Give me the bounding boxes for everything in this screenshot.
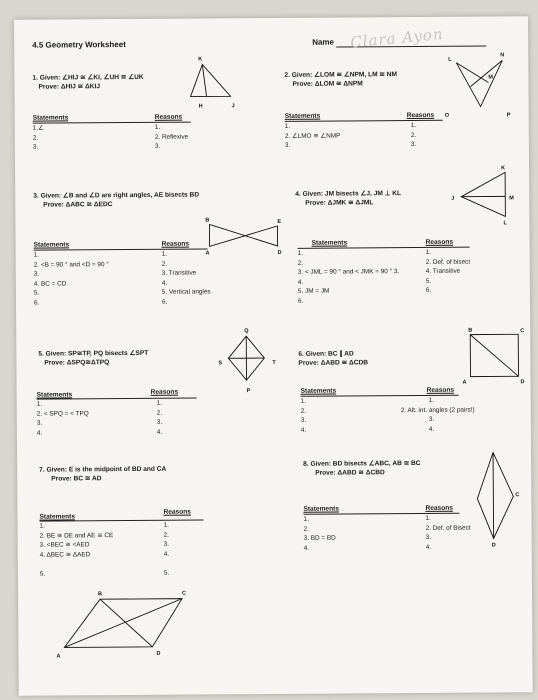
p7-reasons-header: Reasons: [163, 508, 191, 516]
p3-statement: 6.: [33, 299, 40, 307]
p7-statement: 3. <BEC ≅ <AED: [39, 541, 90, 549]
p8-label-c: C: [515, 492, 520, 499]
p3-statements-header: Statements: [33, 241, 70, 249]
p3-given: 3. Given: ∠B and ∠D are right angles, AE bisects BD Prove: ΔABC ≅ ΔEDC: [33, 191, 200, 209]
p3-label-e: E: [277, 218, 282, 225]
p6-reason: 4.: [428, 425, 435, 433]
p4-label-k: K: [501, 165, 506, 172]
p2-statements-list: [285, 122, 341, 151]
p1-statements-list: [33, 124, 44, 153]
p1-statement: 2.: [32, 134, 39, 142]
p5-statement: 2. < SPQ = < TPQ: [36, 409, 89, 418]
p6-statement: 2.: [300, 407, 307, 415]
p1-statement: 3.: [32, 143, 39, 151]
p6-label-d: D: [520, 379, 525, 386]
p3-reasons-list: [162, 249, 211, 307]
p4-label-j: J: [451, 195, 455, 202]
p8-statement: 2.: [303, 525, 309, 533]
p7-reasons-list: [164, 521, 170, 579]
p1-segment-kj: [202, 64, 206, 96]
p5-reasons-header: Reasons: [150, 388, 179, 396]
p3-reason: 6.: [161, 298, 168, 306]
p6-label-c: C: [520, 328, 525, 335]
p2-segment-lm: [456, 62, 488, 82]
p1-reason: 1.: [154, 123, 161, 131]
p6-statement: 4.: [300, 426, 307, 434]
p2-label-n: N: [500, 52, 505, 59]
p6-reasons-list: [401, 396, 475, 435]
p8-statements-list: [303, 515, 335, 554]
p2-statements-header: Statements: [284, 112, 321, 120]
p4-statement: 2.: [297, 259, 304, 267]
p4-triangle: [461, 172, 505, 216]
p4-reason: 4. Transitive: [425, 267, 461, 276]
p8-reason: 3.: [425, 534, 431, 542]
p8-statement: 1.: [303, 515, 309, 523]
p4-label-m: M: [509, 195, 514, 202]
p5-reason: 1.: [156, 399, 163, 407]
p7-reason: 5.: [163, 570, 170, 578]
p3-figure: [205, 216, 285, 257]
p6-label-b: B: [468, 327, 473, 334]
p7-reason: 4.: [163, 550, 170, 558]
p3-reason: 2.: [161, 260, 168, 268]
p7-figure: [54, 588, 204, 661]
p8-kite: [477, 452, 514, 538]
p7-label-c: C: [181, 590, 187, 597]
p3-reasons-header: Reasons: [161, 240, 190, 248]
p4-statement: 1.: [297, 249, 304, 257]
worksheet-title: 4.5 Geometry Worksheet: [32, 40, 126, 50]
p6-reason: 3.: [428, 416, 435, 424]
p6-statement: 1.: [300, 397, 307, 405]
p7-reason: 3.: [163, 540, 170, 548]
p2-label-l: L: [448, 56, 452, 63]
p5-reason: 3.: [156, 418, 163, 426]
name-label: Name: [312, 37, 334, 47]
p1-triangle: [190, 64, 230, 96]
p8-reason: 4.: [425, 543, 432, 551]
p8-figure: [473, 446, 528, 549]
p8-label-d: D: [491, 542, 496, 549]
p5-label-q: Q: [244, 328, 249, 335]
p7-statements-header: Statements: [39, 513, 76, 521]
p7-statement: 1.: [39, 522, 45, 530]
p7-statement: 4. ΔBEC ≅ ΔAED: [39, 551, 91, 559]
p8-statement: 3. BD = BD: [303, 534, 336, 542]
p3-statement: 2. <B = 90 ° and <D = 90 °: [33, 260, 109, 269]
p2-reason: 2.: [410, 131, 417, 139]
p3-reason: 5. Vertical angles: [161, 288, 211, 297]
p8-statements-header: Statements: [303, 505, 340, 513]
p1-reasons-list: [155, 123, 189, 152]
p1-statement: 1.∠: [32, 124, 44, 132]
p1-label-j: J: [231, 103, 235, 110]
p4-statements-header: Statements: [311, 239, 348, 247]
p1-statements-header: Statements: [32, 114, 69, 122]
p5-label-t: T: [272, 359, 276, 366]
p2-label-m: M: [488, 74, 494, 81]
p3-label-d: D: [277, 249, 282, 256]
p6-statements-list: [301, 397, 307, 435]
p3-statement: 4. BC = CD: [33, 280, 67, 288]
p2-statement: 1.: [284, 122, 291, 130]
p6-reasons-header: Reasons: [426, 386, 455, 394]
p6-label-a: A: [462, 379, 467, 386]
p8-reason: 2. Def. of Bisect: [425, 524, 471, 532]
worksheet-page: [14, 16, 533, 696]
p2-reason: 1.: [410, 121, 417, 130]
p2-segment-nm: [470, 60, 502, 86]
p2-reasons-list: [411, 121, 417, 150]
p8-segment-bd: [493, 452, 494, 538]
p1-figure: [182, 52, 242, 110]
p3-shape: [209, 224, 277, 246]
p6-diagonal-bd: [470, 334, 518, 376]
p4-reason: 1.: [425, 248, 432, 256]
p4-given: 4. Given: JM bisects ∠J, JM ⊥ KL Prove: ΔJMK ≅ ΔJML: [295, 190, 402, 207]
p1-label-h: H: [198, 103, 203, 110]
p5-statements-list: [37, 399, 89, 438]
p3-label-b: B: [205, 217, 210, 224]
p5-given: 5. Given: SP≅TP, PQ bisects ∠SPT Prove: ΔSPQ≅ΔTPQ: [38, 349, 149, 367]
p7-diagonal-bd: [100, 599, 152, 647]
p3-reason: 4.: [161, 279, 168, 287]
p4-statement: 3. < JML = 90 ° and < JMK = 90 ° 3.: [297, 268, 400, 277]
p5-figure: [212, 326, 284, 395]
p2-label-o: O: [444, 112, 449, 119]
p5-statements-header: Statements: [36, 391, 73, 399]
p8-given: 8. Given: BD bisects ∠ABC, AB ≅ BC Prove: ΔABD ≅ ΔCBD: [303, 459, 421, 477]
p4-reasons-list: [426, 248, 471, 296]
p4-figure: [447, 166, 527, 227]
p7-label-a: A: [56, 653, 61, 660]
p4-reason: 2. Def. of bisect: [425, 258, 471, 266]
p8-reasons-header: Reasons: [425, 504, 453, 512]
p1-reason: 3.: [154, 142, 161, 151]
p4-reason: 6.: [425, 287, 432, 295]
p5-label-s: S: [218, 360, 223, 367]
p3-statement: 3.: [33, 270, 40, 278]
p5-statement: 1.: [36, 400, 43, 408]
p6-given: 6. Given: BC ∥ AD Prove: ΔABD ≅ ΔCDB: [298, 350, 369, 367]
p6-reason: 1.: [428, 396, 435, 404]
p4-reasons-header: Reasons: [425, 238, 454, 246]
p7-given: 7. Given: E is the midpoint of BD and CA Prove: BC ≅ AD: [39, 465, 167, 483]
p6-reason: 2. Alt. int. angles (2 pairs!): [400, 406, 475, 414]
p7-reason: 1.: [163, 521, 169, 529]
p2-statement: 2. ∠LMO ≅ ∠NMP: [284, 132, 341, 140]
p3-statements-list: [34, 250, 110, 308]
p5-label-p: P: [246, 388, 251, 395]
p5-reason: 4.: [156, 428, 163, 436]
p7-statement: 5.: [39, 570, 46, 579]
p5-reasons-list: [157, 399, 163, 437]
p3-label-a: A: [205, 250, 210, 257]
p7-label-b: B: [97, 591, 103, 598]
p2-statement: 3.: [284, 142, 291, 150]
p1-given: 1. Given: ∠HIJ ≅ ∠KI, ∠UH ≅ ∠UK Prove: ΔHIJ ≅ ΔKIJ: [32, 73, 144, 91]
p2-reason: 3.: [410, 141, 417, 149]
p3-statement: 1.: [33, 251, 40, 259]
p4-statement: 4.: [297, 278, 304, 286]
p2-given: 2. Given: ∠LOM ≅ ∠NPM, LM ≅ NM Prove: ΔLOM ≅ ΔNPM: [284, 71, 398, 88]
p6-statement: 3.: [300, 416, 307, 424]
p1-reasons-header: Reasons: [154, 113, 183, 121]
handwritten-name: Clara Ayon: [349, 24, 445, 52]
p4-label-l: L: [503, 220, 507, 227]
p4-statements-list: [298, 248, 400, 306]
p2-figure: [440, 44, 521, 125]
p4-statement: 5. JM = JM: [297, 287, 330, 296]
p8-reason: 1.: [425, 514, 431, 522]
p7-statements-list: [40, 521, 114, 579]
p7-statement: 2. BE ≅ DE and AE ≅ CE: [39, 531, 114, 540]
p2-label-p: P: [506, 112, 511, 119]
p3-statement: 5.: [33, 289, 40, 298]
p4-statement: 6.: [297, 297, 304, 305]
p2-reasons-header: Reasons: [406, 111, 435, 120]
p8-reasons-list: [425, 514, 470, 553]
p7-diagonal-ca: [64, 599, 182, 648]
p6-figure: [462, 328, 526, 384]
p3-reason: 1.: [161, 250, 168, 258]
p6-statements-header: Statements: [300, 387, 337, 395]
p5-statement: 3.: [36, 419, 43, 427]
p3-reason: 3. Transitive: [161, 269, 197, 277]
p7-reason: 2.: [163, 531, 169, 539]
p4-reason: 5.: [425, 277, 432, 285]
p5-statement: 4.: [36, 429, 43, 437]
p1-label-k: K: [198, 56, 203, 63]
p1-reason: 2. Reflexive: [154, 133, 189, 141]
p7-label-d: D: [156, 650, 161, 657]
p5-reason: 2.: [156, 409, 163, 417]
p8-statement: 4.: [303, 544, 310, 552]
